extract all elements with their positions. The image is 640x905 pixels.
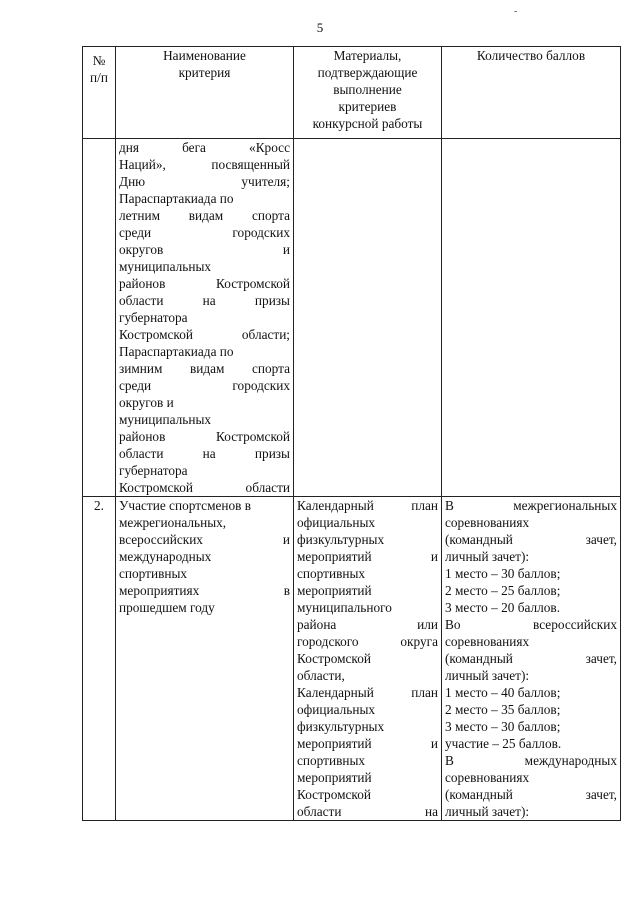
cell-text-line: № (92, 53, 106, 68)
cell-text-line: Наименование (163, 48, 246, 63)
cell-text-line: личный зачет): (445, 549, 530, 564)
cell-text-line: района или (297, 617, 438, 632)
table-header-row (83, 47, 621, 139)
cell-text-line: Параспартакиада по (119, 344, 234, 359)
cell-text-line: В межрегиональных (445, 498, 617, 513)
cell-text-line: физкультурных (297, 719, 385, 734)
criteria-table (82, 46, 621, 821)
cell-text-line: Дню учителя; (119, 174, 290, 189)
cell-text-line: соревнованиях (445, 515, 530, 530)
cell-text-line: личный зачет): (445, 668, 530, 683)
cell-text-line: округов и (119, 242, 290, 257)
page-number: 5 (316, 20, 324, 35)
cell-text-line: области на призы (119, 446, 290, 461)
materials-cell (294, 497, 442, 821)
cell-text-line: округов и (119, 395, 174, 410)
cell-text-line: городского округа (297, 634, 438, 649)
score-text (445, 497, 617, 820)
cell-text-line: (командный зачет, (445, 787, 617, 802)
cell-text-line: конкурсной работы (312, 116, 423, 131)
cell-text-line: зимним видам спорта (119, 361, 290, 376)
cell-text-line: В международных (445, 753, 617, 768)
cell-text-line: 2 место – 25 баллов; (445, 583, 561, 598)
cell-text-line: 3 место – 30 баллов; (445, 719, 561, 734)
row-number-cell (83, 139, 116, 497)
score-cell (442, 497, 621, 821)
criterion-name-cell (116, 139, 294, 497)
header-criterion-name-cell (116, 47, 294, 139)
cell-text-line: Наций», посвященный (119, 157, 290, 172)
header-materials-cell (294, 47, 442, 139)
cell-text-line: межрегиональных, (119, 515, 227, 530)
cell-text-line: районов Костромской (119, 429, 290, 444)
cell-text-line: мероприятий и (297, 549, 438, 564)
cell-text-line: прошедшем году (119, 600, 215, 615)
cell-text-line: муниципальных (119, 412, 212, 427)
cell-text-line: Календарный план (297, 498, 438, 513)
cell-text-line: мероприятий (297, 583, 372, 598)
cell-text-line: Костромской области; (119, 327, 290, 342)
cell-text-line: (командный зачет, (445, 651, 617, 666)
cell-text-line: спортивных (297, 753, 366, 768)
cell-text-line: области, (297, 668, 345, 683)
cell-text-line: Календарный план (297, 685, 438, 700)
cell-text-line: области на (297, 804, 438, 819)
cell-text-line: Во всероссийских (445, 617, 617, 632)
cell-text-line: мероприятий и (297, 736, 438, 751)
table-row-continuation (83, 139, 621, 497)
cell-text-line: всероссийских и (119, 532, 290, 547)
header-number-cell (83, 47, 116, 139)
corner-mark: - (514, 6, 518, 17)
cell-text-line: мероприятий (297, 770, 372, 785)
cell-text-line: соревнованиях (445, 770, 530, 785)
cell-text-line: Количество баллов (476, 48, 586, 63)
cell-text-line: 1 место – 30 баллов; (445, 566, 561, 581)
row-number-cell: 2. (83, 497, 116, 821)
cell-text-line: международных (119, 549, 212, 564)
header-number-text (84, 52, 114, 86)
cell-text-line: губернатора (119, 463, 188, 478)
criterion-name-text (119, 139, 290, 496)
cell-text-line: Параспартакиада по (119, 191, 234, 206)
cell-text-line: Материалы, (333, 48, 402, 63)
header-score-cell (442, 47, 621, 139)
table-row-2 (83, 497, 621, 821)
cell-text-line: мероприятиях в (119, 583, 290, 598)
cell-text-line: выполнение (333, 82, 402, 97)
cell-text-line: критерия (178, 65, 231, 80)
cell-text-line: Костромской (297, 787, 371, 802)
cell-text-line: муниципального (297, 600, 392, 615)
cell-text-line: спортивных (119, 566, 188, 581)
cell-text-line: спортивных (297, 566, 366, 581)
cell-text-line: губернатора (119, 310, 188, 325)
cell-text-line: подтверждающие (317, 65, 418, 80)
cell-text-line: п/п (90, 70, 108, 85)
cell-text-line: личный зачет): (445, 804, 530, 819)
header-materials-text (297, 47, 438, 132)
criterion-name-cell (116, 497, 294, 821)
cell-text-line: критериев (338, 99, 397, 114)
cell-text-line: 2 место – 35 баллов; (445, 702, 561, 717)
score-cell (442, 139, 621, 497)
cell-text-line: Участие спортсменов в (119, 498, 252, 513)
cell-text-line: физкультурных (297, 532, 385, 547)
cell-text-line: дня бега «Кросс (119, 140, 290, 155)
criterion-name-text (119, 497, 290, 616)
header-score-text (445, 47, 617, 64)
cell-text-line: 1 место – 40 баллов; (445, 685, 561, 700)
cell-text-line: участие – 25 баллов. (445, 736, 562, 751)
cell-text-line: соревнованиях (445, 634, 530, 649)
materials-text (297, 497, 438, 820)
cell-text-line: области на призы (119, 293, 290, 308)
cell-text-line: Костромской области (119, 480, 290, 495)
materials-cell (294, 139, 442, 497)
cell-text-line: 3 место – 20 баллов. (445, 600, 561, 615)
cell-text-line: Костромской (297, 651, 371, 666)
cell-text-line: официальных (297, 702, 376, 717)
header-criterion-name-text (119, 47, 290, 81)
cell-text-line: официальных (297, 515, 376, 530)
cell-text-line: летним видам спорта (119, 208, 290, 223)
cell-text-line: (командный зачет, (445, 532, 617, 547)
cell-text-line: районов Костромской (119, 276, 290, 291)
cell-text-line: среди городских (119, 378, 290, 393)
cell-text-line: среди городских (119, 225, 290, 240)
cell-text-line: муниципальных (119, 259, 212, 274)
